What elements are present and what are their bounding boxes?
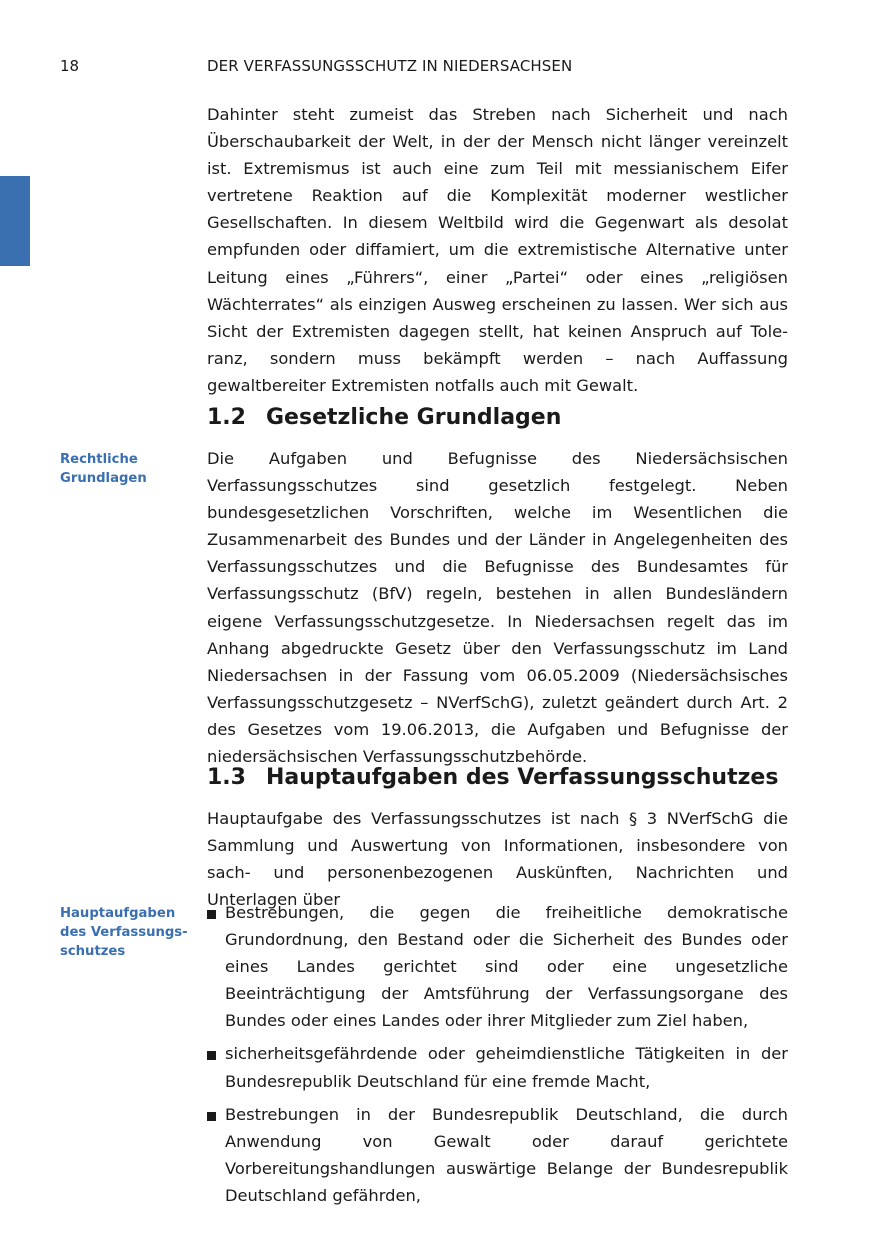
- margin-note-rechtliche-grundlagen: Rechtliche Grundlagen: [60, 452, 147, 486]
- square-bullet-icon: [207, 1112, 216, 1121]
- list-item: [207, 899, 788, 1034]
- margin-note-hauptaufgaben: Hauptaufgaben des Verfassungsschutzes: [60, 906, 188, 959]
- square-bullet-icon: [207, 1051, 216, 1060]
- chapter-tab-marker: [0, 176, 30, 266]
- page-number: 18: [60, 57, 80, 75]
- list-item-text: Bestrebungen, die gegen die freiheitliche demokratische Grundordnung, den Bestand oder die Sicherheit des Bundes oder eines Landes gerichtet sind oder eine ungesetzliche Beeinträchtigung der Amtsführung der Verfassungsorgane des Bundes oder eines Landes oder ihrer Mitglieder zum Ziel haben,: [225, 903, 788, 1031]
- section-1-3-paragraph: Hauptaufgabe des Verfassungsschutzes ist nach § 3 NVerfSchG die Sammlung und Auswertung von Informationen, insbesondere von sach- und personenbezogenen Auskünften, Nachrichten und Unterlagen über: [207, 809, 788, 910]
- list-item-text: Bestrebungen in der Bundesrepublik Deutschland, die durch Anwendung von Gewalt oder darauf gerichtete Vorbereitungshandlungen auswärtige Belange der Bundesrepublik Deutschland gefährden,: [225, 1104, 788, 1205]
- section-title: Gesetzliche Grundlagen: [266, 405, 562, 430]
- task-bullet-list: [207, 899, 788, 1215]
- intro-paragraph: Dahinter steht zumeist das Streben nach Sicherheit und nach Überschaubarkeit der Welt, in der der Mensch nicht länger vereinzelt ist. Extremismus ist auch eine zum Teil mit messianischem Eifer vertretene Reaktion auf die Komplexität moderner westlicher Gesellschaften. In diesem Weltbild wird die Gegenwart als desolat empfunden oder diffamiert, um die extremistische Alternative unter Leitung eines „Führers“, einer „Partei“ oder eines „religiösen Wächterrates“ als einzigen Ausweg erscheinen zu lassen. Wer sich aus Sicht der Extremisten dagegen stellt, hat keinen Anspruch auf Toleranz, sondern muss bekämpft werden – nach Auffassung gewaltbereiter Extremisten notfalls auch mit Gewalt.: [207, 105, 788, 395]
- section-heading-1-2: [207, 404, 561, 432]
- list-item: [207, 1101, 788, 1209]
- section-number: 1.3: [207, 765, 246, 790]
- list-item-text: sicherheitsgefährdende oder geheimdienstliche Tätigkeiten in der Bundesrepublik Deutschland für eine fremde Macht,: [225, 1044, 788, 1091]
- section-heading-1-3: [207, 764, 778, 792]
- running-header: DER VERFASSUNGSSCHUTZ IN NIEDERSACHSEN: [207, 57, 573, 75]
- square-bullet-icon: [207, 910, 216, 919]
- section-title: Hauptaufgaben des Verfassungsschutzes: [266, 765, 779, 790]
- section-number: 1.2: [207, 405, 246, 430]
- section-1-2-paragraph: Die Aufgaben und Befugnisse des Niedersächsischen Verfassungsschutzes sind gesetzlich festgelegt. Neben bundesgesetzlichen Vorschriften, welche im Wesentlichen die Zusammenarbeit des Bundes und der Länder in Angelegenheiten des Verfassungsschutzes und die Befugnisse des Bundesamtes für Verfassungsschutz (BfV) regeln, bestehen in allen Bundesländern eigene Verfassungsschutzgesetze. In Niedersachsen regelt das im Anhang abgedruckte Gesetz über den Verfassungsschutz im Land Niedersachsen in der Fassung vom 06.05.2009 (Niedersächsisches Verfassungsschutzgesetz – NVerfSchG), zuletzt geändert durch Art. 2 des Gesetzes vom 19.06.2013, die Aufgaben und Befugnisse der niedersächsischen Verfassungsschutzbehörde.: [207, 449, 788, 767]
- list-item: [207, 1040, 788, 1094]
